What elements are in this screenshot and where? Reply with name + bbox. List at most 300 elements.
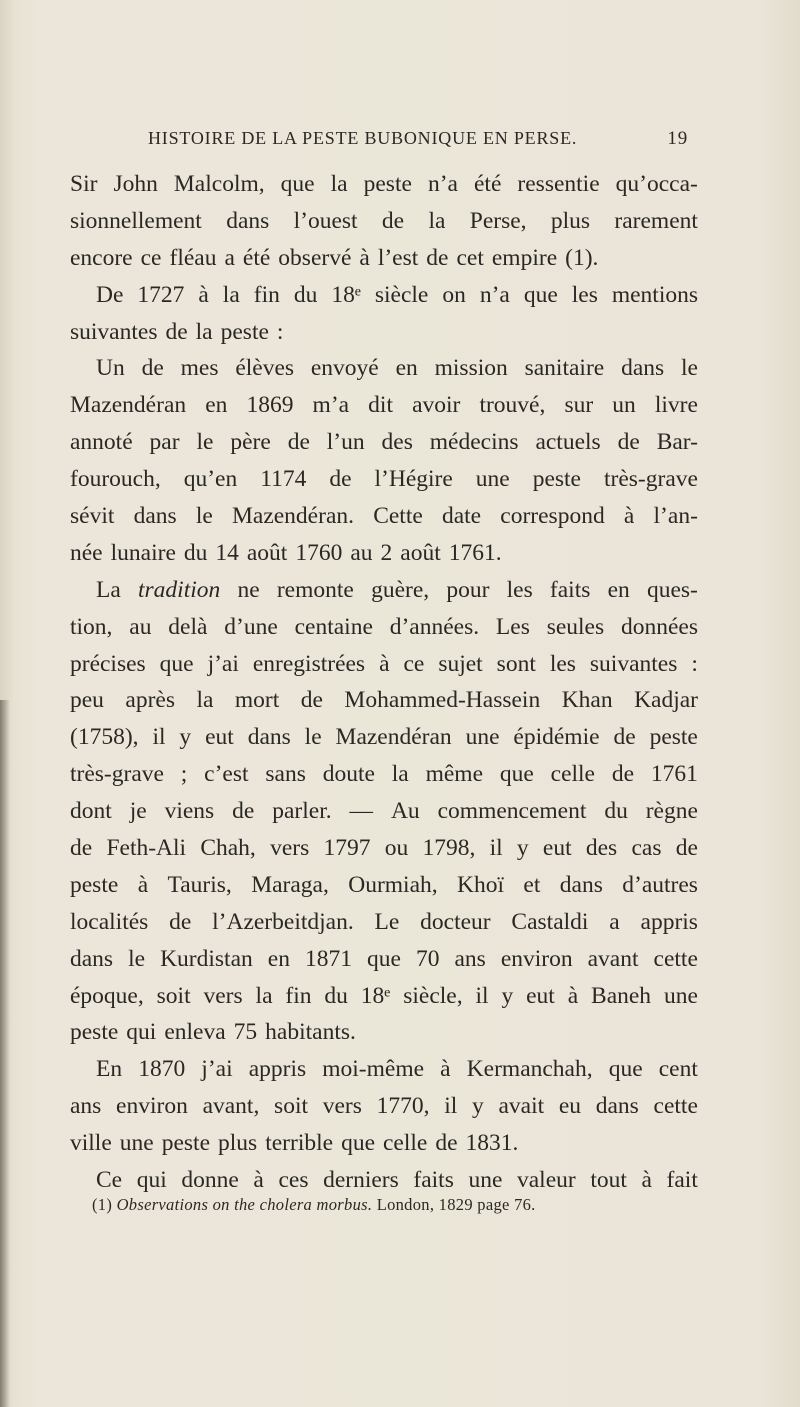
word: livre bbox=[654, 392, 698, 419]
word: annoté bbox=[70, 429, 133, 456]
word: faits bbox=[413, 1167, 454, 1194]
word: ques- bbox=[646, 576, 698, 603]
word: empire bbox=[491, 244, 558, 271]
word: d’une bbox=[224, 613, 278, 640]
word: derniers bbox=[323, 1167, 399, 1194]
word: que bbox=[367, 945, 401, 972]
text-line bbox=[70, 1162, 698, 1199]
text-line bbox=[70, 387, 698, 424]
word: des bbox=[381, 429, 413, 456]
word: sans bbox=[265, 761, 306, 788]
word: Malcolm, bbox=[173, 171, 265, 197]
word: le bbox=[196, 429, 214, 456]
word: 1870 bbox=[138, 1056, 186, 1083]
word: du bbox=[324, 982, 348, 1009]
word: l’Hégire bbox=[374, 466, 453, 493]
word: eut bbox=[526, 982, 555, 1009]
word: les bbox=[506, 576, 533, 603]
word: sur bbox=[564, 392, 594, 419]
text-line bbox=[70, 609, 698, 646]
word: y bbox=[501, 982, 514, 1009]
word: correspond bbox=[500, 503, 605, 530]
word: siècle, bbox=[403, 982, 463, 1009]
text-line bbox=[70, 1125, 698, 1162]
word: Kadjar bbox=[634, 687, 698, 714]
word: sionnellement bbox=[70, 207, 202, 234]
word: Mazendéran. bbox=[232, 503, 354, 530]
word: en bbox=[267, 945, 290, 972]
word: : bbox=[691, 650, 698, 677]
text-line bbox=[70, 904, 698, 941]
word: une bbox=[468, 1167, 503, 1194]
word: De bbox=[96, 281, 124, 308]
word: de bbox=[617, 429, 640, 456]
word: de bbox=[611, 761, 635, 788]
text-line bbox=[70, 978, 698, 1015]
word: Maraga, bbox=[251, 871, 329, 898]
word: précises bbox=[70, 650, 146, 677]
text-line bbox=[70, 350, 698, 387]
word: j’ai bbox=[207, 650, 239, 677]
word: sévit bbox=[70, 503, 115, 530]
word: cas bbox=[631, 835, 662, 862]
word: cette bbox=[653, 945, 698, 972]
word: de bbox=[613, 724, 636, 751]
text-line bbox=[70, 314, 698, 351]
word: mission bbox=[434, 355, 508, 382]
footnote-marker: (1) bbox=[92, 1195, 113, 1214]
word: de bbox=[381, 207, 405, 234]
word: lunaire bbox=[110, 539, 176, 566]
word: que bbox=[523, 281, 558, 308]
word: dans bbox=[621, 355, 665, 382]
word: seules bbox=[546, 613, 605, 640]
word: il bbox=[152, 724, 166, 751]
word: : bbox=[276, 318, 284, 345]
word: Mazendéran bbox=[70, 392, 187, 419]
word: eu bbox=[558, 1093, 582, 1120]
text-line bbox=[70, 1014, 698, 1051]
word: de bbox=[675, 835, 698, 862]
word: Kermanchah, bbox=[466, 1056, 593, 1083]
word: dit bbox=[368, 392, 393, 419]
word: dans bbox=[70, 945, 114, 972]
word: ville bbox=[70, 1130, 112, 1157]
word: fait bbox=[666, 1167, 698, 1194]
word: j’ai bbox=[201, 1056, 233, 1083]
word: de bbox=[141, 355, 164, 382]
word: 1831. bbox=[465, 1130, 519, 1157]
word: l’an- bbox=[653, 503, 698, 530]
word: on bbox=[442, 281, 466, 308]
word: Au bbox=[390, 798, 420, 825]
word: à bbox=[198, 281, 209, 308]
word: La bbox=[96, 576, 121, 603]
word: la bbox=[255, 982, 273, 1009]
body-text bbox=[70, 166, 698, 1199]
footnote-title: Observations on the cholera morbus. bbox=[116, 1195, 373, 1214]
word: cet bbox=[456, 244, 484, 271]
text-line bbox=[70, 461, 698, 498]
word: en bbox=[395, 355, 418, 382]
word: des bbox=[585, 835, 618, 862]
word: doute bbox=[322, 761, 375, 788]
word: dans bbox=[247, 724, 291, 751]
word: que bbox=[341, 1130, 375, 1157]
word: très-grave bbox=[70, 761, 164, 788]
word: après bbox=[125, 687, 175, 714]
word: l’ouest bbox=[293, 207, 358, 234]
word: centaine bbox=[294, 613, 373, 640]
word: avait bbox=[498, 1093, 545, 1120]
word: élèves bbox=[235, 355, 295, 382]
word: une bbox=[663, 982, 698, 1009]
word: en bbox=[205, 392, 228, 419]
word: 70 bbox=[415, 945, 440, 972]
word: remonte bbox=[276, 576, 354, 603]
word: du bbox=[604, 798, 628, 825]
word: donne bbox=[181, 1167, 239, 1194]
word: il bbox=[475, 982, 489, 1009]
word: l’est bbox=[377, 244, 419, 271]
word: le bbox=[304, 724, 322, 751]
word: Khan bbox=[561, 687, 613, 714]
word: je bbox=[129, 798, 147, 825]
word: dans bbox=[226, 207, 270, 234]
word: peu bbox=[70, 687, 104, 714]
word: docteur bbox=[420, 908, 491, 935]
word: envoyé bbox=[310, 355, 379, 382]
word: de bbox=[435, 1130, 458, 1157]
word: 1760 bbox=[295, 539, 343, 566]
word: qui bbox=[136, 1167, 167, 1194]
footnote bbox=[92, 1195, 536, 1215]
text-line bbox=[70, 277, 698, 314]
word: 1798, bbox=[422, 835, 476, 862]
word: la bbox=[196, 687, 214, 714]
word: Ce bbox=[96, 1167, 123, 1194]
word: terrible bbox=[265, 1130, 334, 1157]
word: 2 bbox=[380, 539, 393, 566]
word: Kurdistan bbox=[160, 945, 253, 972]
word: actuels bbox=[535, 429, 601, 456]
word: y bbox=[179, 724, 192, 751]
word: que bbox=[280, 171, 315, 197]
word: m’a bbox=[312, 392, 350, 419]
word: de bbox=[329, 466, 352, 493]
word: Le bbox=[374, 908, 400, 935]
footnote-rest: London, 1829 page 76. bbox=[376, 1195, 536, 1214]
word: ressentie bbox=[517, 171, 600, 197]
word: époque, bbox=[70, 982, 144, 1009]
word: celle bbox=[383, 1130, 428, 1157]
word: à bbox=[359, 244, 370, 271]
word: une bbox=[465, 724, 500, 751]
word: la bbox=[391, 761, 409, 788]
word: dans bbox=[559, 871, 603, 898]
word: qu’en bbox=[183, 466, 238, 493]
word: ans bbox=[454, 945, 486, 972]
word: avant, bbox=[202, 1093, 260, 1120]
word: avoir bbox=[412, 392, 461, 419]
word: plus bbox=[550, 207, 591, 234]
word: qu’occa- bbox=[615, 171, 698, 197]
word: de bbox=[426, 244, 449, 271]
word: épidémie bbox=[513, 724, 600, 751]
word: ans bbox=[70, 1093, 102, 1120]
word: 1797 bbox=[323, 835, 371, 862]
word: Ourmiah, bbox=[348, 871, 438, 898]
word: 1869 bbox=[246, 392, 294, 419]
word: suivantes bbox=[589, 650, 678, 677]
word: le bbox=[195, 503, 213, 530]
word: peste bbox=[70, 1019, 119, 1046]
word: soit bbox=[274, 1093, 309, 1120]
word: avant bbox=[587, 945, 639, 972]
word: le bbox=[128, 945, 146, 972]
word: vers bbox=[322, 1093, 362, 1120]
word: du bbox=[183, 539, 208, 566]
word: une bbox=[119, 1130, 154, 1157]
word: née bbox=[70, 539, 103, 566]
word: fléau bbox=[169, 244, 217, 271]
text-line bbox=[70, 240, 698, 277]
word: environ bbox=[116, 1093, 188, 1120]
page-header bbox=[148, 128, 688, 152]
word: peste bbox=[363, 171, 412, 197]
text-line bbox=[70, 1051, 698, 1088]
word: d’années. bbox=[389, 613, 480, 640]
word: été bbox=[474, 171, 502, 197]
word: peste bbox=[220, 318, 269, 345]
word: les bbox=[549, 650, 576, 677]
word: Les bbox=[495, 613, 530, 640]
word: 1770, bbox=[376, 1093, 430, 1120]
word: moi-même bbox=[322, 1056, 425, 1083]
word: de bbox=[165, 318, 188, 345]
word: Feth-Ali bbox=[106, 835, 187, 862]
word: dans bbox=[133, 503, 177, 530]
word: 1727 bbox=[137, 281, 185, 308]
word: Baneh bbox=[591, 982, 652, 1009]
word: il bbox=[489, 835, 503, 862]
word: dans bbox=[595, 1093, 639, 1120]
word: de bbox=[232, 798, 255, 825]
word: Tauris, bbox=[167, 871, 232, 898]
word: observé bbox=[278, 244, 352, 271]
word: l’un bbox=[326, 429, 365, 456]
word: 1871 bbox=[304, 945, 352, 972]
word: peste bbox=[649, 724, 698, 751]
word: à bbox=[137, 871, 149, 898]
word: que bbox=[608, 1056, 643, 1083]
word: sanitaire bbox=[524, 355, 605, 382]
text-line bbox=[70, 535, 698, 572]
word: suivantes bbox=[70, 318, 158, 345]
word: plus bbox=[218, 1130, 258, 1157]
word: eut bbox=[542, 835, 572, 862]
word: (1). bbox=[565, 244, 599, 271]
word: Perse, bbox=[469, 207, 527, 234]
word: Bar- bbox=[656, 429, 698, 456]
word: en bbox=[607, 576, 630, 603]
word: Chah, bbox=[200, 835, 256, 862]
word: mort bbox=[234, 687, 280, 714]
word: la bbox=[330, 171, 348, 197]
word: cette bbox=[653, 1093, 698, 1120]
word: faits bbox=[549, 576, 591, 603]
word: de bbox=[287, 429, 310, 456]
word: viens bbox=[164, 798, 215, 825]
word: été bbox=[242, 244, 271, 271]
word: — bbox=[349, 798, 374, 825]
word: au bbox=[350, 539, 373, 566]
word: cent bbox=[658, 1056, 698, 1083]
word: enregistrées bbox=[252, 650, 366, 677]
text-line bbox=[70, 572, 698, 609]
word: par bbox=[149, 429, 180, 456]
word: n’a bbox=[479, 281, 510, 308]
word: ce bbox=[403, 650, 425, 677]
word: eut bbox=[205, 724, 234, 751]
word: sujet bbox=[438, 650, 483, 677]
text-line bbox=[70, 793, 698, 830]
page-number: 19 bbox=[667, 128, 688, 149]
text-line bbox=[70, 646, 698, 683]
word: guère, bbox=[371, 576, 430, 603]
word: peste bbox=[70, 871, 119, 898]
word: à bbox=[440, 1056, 451, 1083]
word: que bbox=[159, 650, 194, 677]
word: ; bbox=[180, 761, 188, 788]
text-line bbox=[70, 424, 698, 461]
word: siècle bbox=[374, 281, 429, 308]
word: du bbox=[293, 281, 318, 308]
word: ce bbox=[140, 244, 162, 271]
word: valeur bbox=[517, 1167, 576, 1194]
text-line bbox=[70, 941, 698, 978]
binding-edge-shadow bbox=[0, 700, 10, 1407]
word: à bbox=[379, 650, 390, 677]
text-line bbox=[70, 719, 698, 756]
text-line bbox=[70, 203, 698, 240]
word: 18ᵉ bbox=[360, 982, 391, 1009]
word: ces bbox=[278, 1167, 309, 1194]
word: que bbox=[499, 761, 534, 788]
word: tradition bbox=[138, 576, 221, 603]
word: sont bbox=[496, 650, 536, 677]
word: les bbox=[571, 281, 598, 308]
word: a bbox=[609, 908, 620, 935]
word: août bbox=[400, 539, 441, 566]
word: de bbox=[300, 687, 323, 714]
word: Cette bbox=[373, 503, 423, 530]
word: Mohammed-Hassein bbox=[344, 687, 541, 714]
word: trouvé, bbox=[479, 392, 546, 419]
running-head: HISTOIRE DE LA PESTE BUBONIQUE EN PERSE. bbox=[148, 128, 578, 148]
word: tion, bbox=[70, 613, 113, 640]
word: à bbox=[567, 982, 579, 1009]
word: commencement bbox=[437, 798, 587, 825]
word: soit bbox=[156, 982, 191, 1009]
word: ou bbox=[384, 835, 409, 862]
word: d’autres bbox=[622, 871, 698, 898]
word: rarement bbox=[614, 207, 698, 234]
word: appris bbox=[640, 908, 698, 935]
word: peste bbox=[532, 466, 581, 493]
word: localités bbox=[70, 908, 149, 935]
word: encore bbox=[70, 244, 133, 271]
word: la bbox=[222, 281, 240, 308]
word: enleva bbox=[164, 1019, 226, 1046]
text-line bbox=[70, 498, 698, 535]
word: fourouch, bbox=[70, 466, 161, 493]
word: au bbox=[129, 613, 152, 640]
word: très-grave bbox=[603, 466, 698, 493]
word: John bbox=[113, 171, 158, 197]
word: y bbox=[471, 1093, 484, 1120]
word: Mazendéran bbox=[335, 724, 452, 751]
text-line bbox=[70, 682, 698, 719]
word: y bbox=[516, 835, 529, 862]
word: pour bbox=[446, 576, 490, 603]
word: règne bbox=[645, 798, 698, 825]
word: dont bbox=[70, 798, 112, 825]
word: c’est bbox=[204, 761, 249, 788]
word: appris bbox=[248, 1056, 307, 1083]
word: 18ᵉ bbox=[331, 281, 361, 308]
word: En bbox=[96, 1056, 123, 1083]
word: parler. bbox=[272, 798, 332, 825]
text-line bbox=[70, 830, 698, 867]
word: le bbox=[680, 355, 698, 382]
word: août bbox=[246, 539, 288, 566]
word: père bbox=[230, 429, 271, 456]
word: ne bbox=[237, 576, 260, 603]
word: Castaldi bbox=[511, 908, 589, 935]
text-line bbox=[70, 166, 698, 203]
text-line bbox=[70, 756, 698, 793]
word: peste bbox=[161, 1130, 211, 1157]
word: et bbox=[523, 871, 541, 898]
word: de bbox=[169, 908, 192, 935]
word: vers bbox=[203, 982, 243, 1009]
text-line bbox=[70, 867, 698, 904]
text-line bbox=[70, 1088, 698, 1125]
word: Un bbox=[96, 355, 125, 382]
word: delà bbox=[168, 613, 208, 640]
word: 75 bbox=[233, 1019, 258, 1046]
word: tout bbox=[590, 1167, 627, 1194]
word: à bbox=[253, 1167, 264, 1194]
word: la bbox=[195, 318, 213, 345]
word: à bbox=[623, 503, 635, 530]
word: Sir bbox=[70, 171, 98, 197]
word: l’Azerbeitdjan. bbox=[212, 908, 354, 935]
word: médecins bbox=[429, 429, 519, 456]
word: une bbox=[475, 466, 510, 493]
word: même bbox=[425, 761, 484, 788]
word: vers bbox=[270, 835, 310, 862]
word: un bbox=[612, 392, 636, 419]
word: celle bbox=[550, 761, 595, 788]
word: données bbox=[620, 613, 698, 640]
word: Khoï bbox=[457, 871, 505, 898]
word: à bbox=[641, 1167, 652, 1194]
word: la bbox=[428, 207, 446, 234]
word: a bbox=[224, 244, 235, 271]
word: qui bbox=[126, 1019, 157, 1046]
